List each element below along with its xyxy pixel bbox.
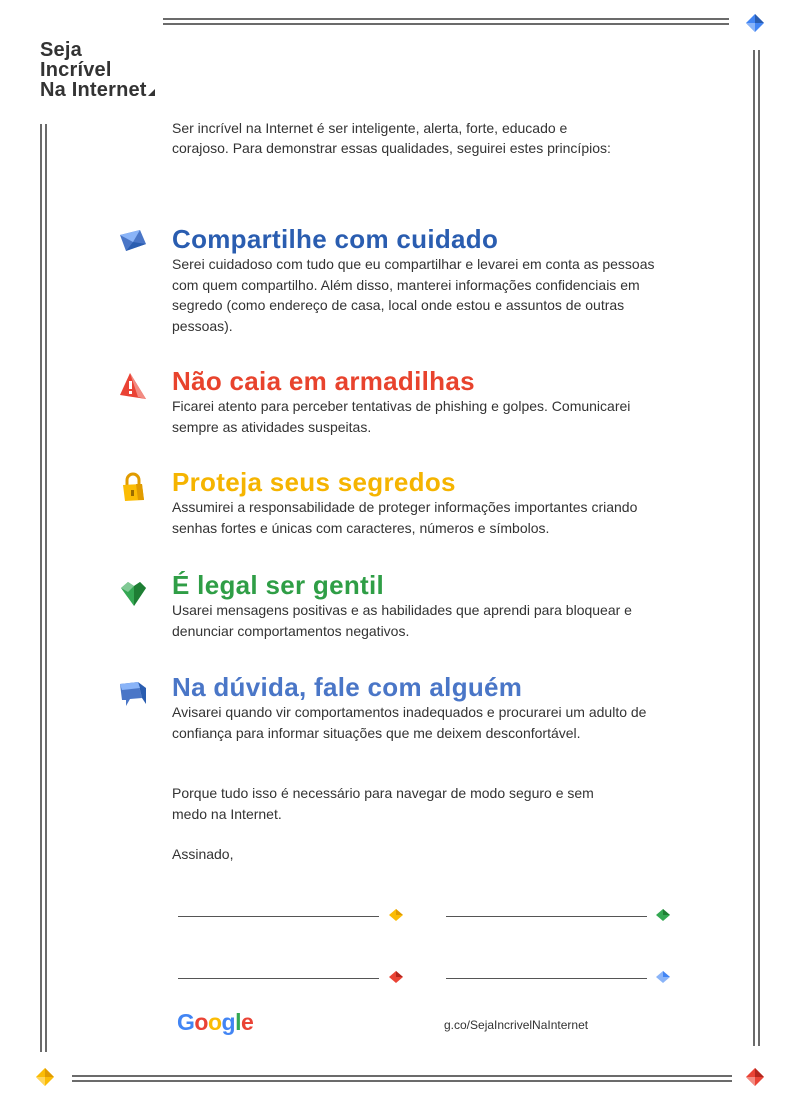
section-body-armadilhas: Ficarei atento para perceber tentativas de phishing e golpes. Comunicarei sempre as atividades suspeitas. bbox=[172, 398, 631, 435]
brand-triangle-icon bbox=[148, 89, 155, 96]
signature-line-1[interactable] bbox=[178, 916, 379, 917]
section-title-segredos: Proteja seus segredos bbox=[172, 467, 456, 497]
brand-line-3: Na Internet bbox=[40, 80, 155, 100]
brand-logo bbox=[40, 40, 155, 100]
lock-icon bbox=[118, 472, 148, 502]
section-body-segredos: Assumirei a responsabilidade de proteger informações importantes criando senhas fortes e únicas com caracteres, números e símbolos. bbox=[172, 499, 638, 536]
google-letter-o1: o bbox=[194, 1009, 208, 1035]
gem-green-icon bbox=[656, 909, 670, 921]
speech-bubble-icon bbox=[118, 678, 148, 708]
signature-line-2[interactable] bbox=[446, 916, 647, 917]
section-armadilhas bbox=[172, 366, 662, 437]
warning-icon bbox=[118, 371, 148, 401]
frame-left-line-1 bbox=[40, 124, 42, 1052]
google-letter-l: l bbox=[235, 1009, 241, 1035]
section-segredos bbox=[172, 467, 662, 538]
footer-url[interactable]: g.co/SejaIncrivelNaInternet bbox=[444, 1018, 589, 1032]
brand-line-1: Seja bbox=[40, 39, 82, 61]
frame-right-line-1 bbox=[753, 50, 755, 1046]
closing-text: Porque tudo isso é necessário para navegar de modo seguro e sem medo na Internet. bbox=[172, 785, 594, 822]
gem-yellow-icon bbox=[389, 909, 403, 921]
section-fale bbox=[172, 672, 662, 743]
google-letter-o2: o bbox=[207, 1009, 222, 1035]
frame-top-line-2 bbox=[163, 23, 729, 25]
brand-line-2: Incrível bbox=[40, 59, 112, 81]
corner-gem-yellow-icon bbox=[36, 1068, 54, 1086]
signed-label: Assinado, bbox=[172, 846, 234, 862]
section-title-compartilhe: Compartilhe com cuidado bbox=[172, 224, 499, 254]
intro-text: Ser incrível na Internet é ser inteligente, alerta, forte, educado e corajoso. Para demonstrar essas qualidades, seguirei estes princípios: bbox=[172, 120, 611, 156]
corner-gem-red-icon bbox=[746, 1068, 764, 1086]
frame-top-line-1 bbox=[163, 18, 729, 20]
heart-icon bbox=[118, 578, 148, 608]
corner-gem-blue-icon bbox=[746, 14, 764, 32]
section-body-fale: Avisarei quando vir comportamentos inadequados e procurarei um adulto de confiança para informar situações que me deixem desconfortável. bbox=[172, 704, 647, 741]
google-letter-g1: G bbox=[177, 1009, 195, 1035]
section-title-armadilhas: Não caia em armadilhas bbox=[172, 366, 475, 396]
envelope-icon bbox=[118, 226, 148, 256]
section-gentil bbox=[172, 570, 662, 641]
section-body-compartilhe: Serei cuidadoso com tudo que eu compartilhar e levarei em conta as pessoas com quem compartilho. Além disso, manterei informações confidenciais em segredo (como endereço de casa, local onde estou e assuntos de outras pessoas). bbox=[172, 256, 655, 334]
google-logo bbox=[177, 1009, 253, 1036]
signature-line-4[interactable] bbox=[446, 978, 647, 979]
gem-blue-icon bbox=[656, 971, 670, 983]
gem-red-icon bbox=[389, 971, 403, 983]
frame-right-line-2 bbox=[758, 50, 760, 1046]
section-body-gentil: Usarei mensagens positivas e as habilidades que aprendi para bloquear e denunciar comportamentos negativos. bbox=[172, 602, 632, 639]
frame-left-line-2 bbox=[45, 124, 47, 1052]
frame-bottom-line-1 bbox=[72, 1075, 732, 1077]
google-letter-e: e bbox=[240, 1009, 254, 1035]
section-compartilhe bbox=[172, 224, 662, 336]
google-letter-g2: g bbox=[221, 1009, 236, 1035]
frame-bottom-line-2 bbox=[72, 1080, 732, 1082]
signature-line-3[interactable] bbox=[178, 978, 379, 979]
section-title-gentil: É legal ser gentil bbox=[172, 570, 385, 600]
section-title-fale: Na dúvida, fale com alguém bbox=[172, 672, 523, 702]
